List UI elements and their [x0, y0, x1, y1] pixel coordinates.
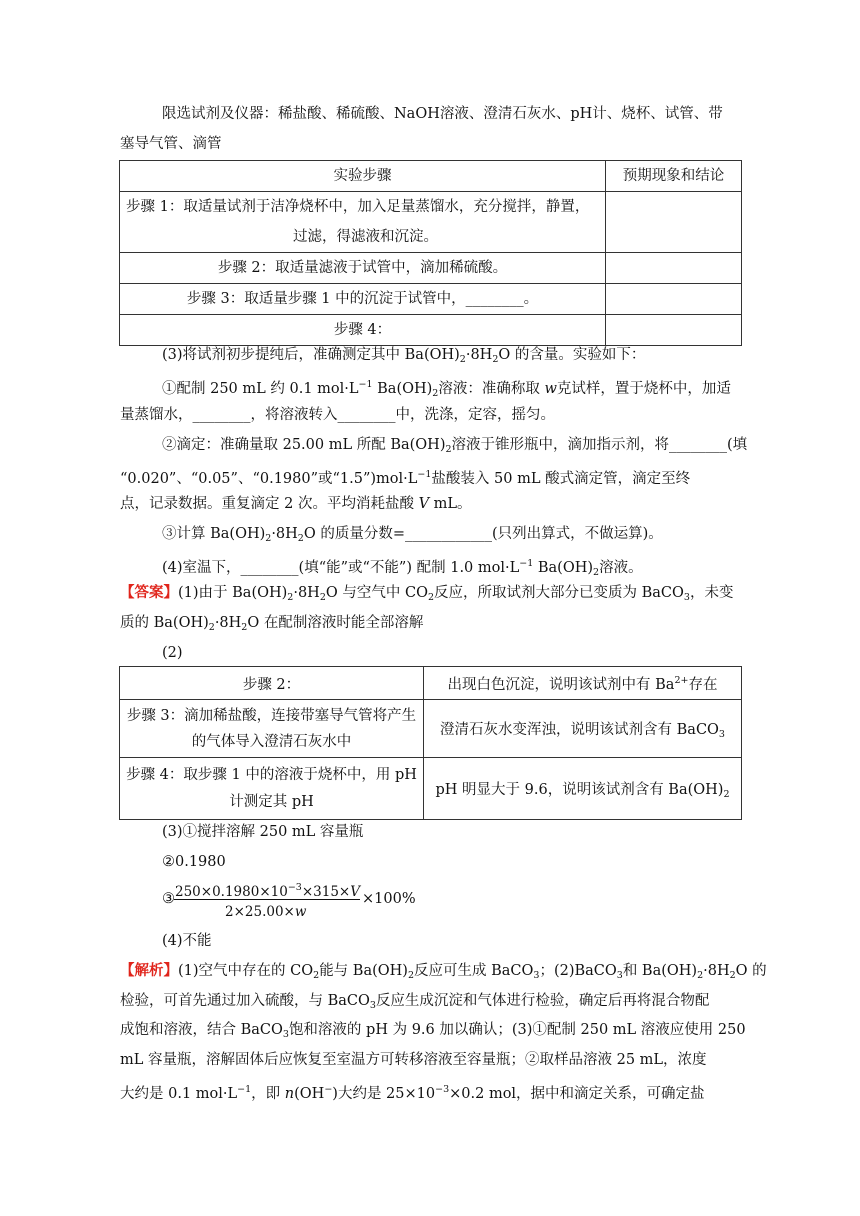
analysis-line-2	[120, 991, 709, 1016]
superscript: −	[324, 1084, 333, 1095]
text: 饱和溶液的 pH 为 9.6 加以确认；(3)①配制 250 mL 溶液应使用 250	[288, 1022, 746, 1038]
answer-line-1	[120, 583, 733, 608]
text: 步骤 3：滴加稀盐酸，连接带塞导气管将产生	[126, 707, 417, 724]
table1-row-4-step: 步骤 4：	[120, 315, 606, 346]
fraction-suffix: ×100%	[362, 891, 416, 907]
text: ×0.2 mol，据中和滴定关系，可确定盐	[449, 1086, 705, 1102]
superscript: −3	[287, 882, 302, 893]
answer-table-r2-step	[120, 700, 424, 758]
reagents-line-1: 限选试剂及仪器：稀盐酸、稀硫酸、NaOH溶液、澄清石灰水、pH计、烧杯、试管、带	[162, 106, 723, 122]
analysis-line-1	[120, 961, 767, 986]
variable-w: w	[544, 381, 557, 397]
superscript: −1	[417, 469, 432, 480]
q3-part2-line3	[120, 494, 472, 514]
text: 检验，可首先通过加入硫酸，与 BaCO	[120, 993, 370, 1009]
text: 反应可生成 BaCO	[414, 963, 534, 979]
subscript: 2	[427, 592, 435, 603]
answer3-prefix: ③	[162, 891, 175, 907]
variable-v: V	[350, 884, 360, 900]
answer-label: 【答案】	[120, 584, 178, 601]
text: )大约是 25×10	[332, 1086, 436, 1102]
text: 大约是 0.1 mol·L	[120, 1086, 238, 1102]
q3-part2-line1	[162, 435, 747, 460]
header-result: 预期现象和结论	[606, 161, 742, 192]
text: Ba(OH)	[533, 560, 594, 576]
subscript: 3	[718, 728, 725, 740]
text: 溶液：准确称取	[438, 381, 545, 397]
q3-part1-line1	[162, 375, 731, 404]
subscript: 3	[369, 1000, 376, 1011]
row1-line2: 过滤，得滤液和沉淀。	[293, 229, 438, 245]
subscript: 2	[297, 533, 304, 544]
text: ×315×	[301, 884, 351, 900]
subscript: 2	[445, 444, 452, 455]
analysis-line-3	[120, 1020, 746, 1045]
text: “0.020”、“0.05”、“0.1980”或“1.5”)mol·L	[120, 471, 418, 487]
text: (OH	[294, 1086, 325, 1102]
text: 点，记录数据。重复滴定 2 次。平均消耗盐酸	[120, 496, 419, 512]
subscript: 3	[533, 970, 540, 981]
variable-w: w	[294, 904, 307, 920]
text: (1)由于 Ba(OH)	[178, 585, 288, 601]
subscript: 2	[208, 622, 215, 633]
text: O 在配制溶液时能全部溶解	[247, 615, 424, 631]
experiment-table	[119, 160, 742, 346]
superscript: −1	[519, 558, 534, 569]
answer-line-2	[120, 613, 423, 638]
text: 和 Ba(OH)	[622, 963, 698, 979]
text: O 的质量分数=____________(只列出算式，不做运算)。	[303, 526, 663, 542]
subscript: 3	[282, 1029, 289, 1040]
text: ；(2)BaCO	[539, 963, 617, 979]
header-step: 实验步骤	[120, 161, 606, 192]
table1-row-3-result[interactable]	[606, 284, 742, 315]
text: O 的	[735, 963, 767, 979]
answer-table	[119, 666, 742, 820]
text: 2×25.00×	[225, 904, 295, 920]
text: 能与 Ba(OH)	[319, 963, 408, 979]
subscript: 3	[616, 970, 623, 981]
subscript: 2	[265, 533, 272, 544]
table1-row-1-result[interactable]	[606, 192, 742, 253]
text: 溶液。	[599, 560, 643, 576]
text: 250×0.1980×10	[175, 884, 288, 900]
text: 成饱和溶液，结合 BaCO	[120, 1022, 283, 1038]
subscript: 2	[407, 970, 414, 981]
text: ·8H	[465, 347, 493, 363]
superscript: 2+	[674, 674, 689, 686]
subscript: 2	[287, 592, 294, 603]
q3-part2-line2	[120, 465, 690, 489]
q3-intro	[162, 345, 645, 370]
text: 步骤 4：取步骤 1 中的溶液于烧杯中，用 pH	[126, 766, 417, 783]
table1-row-2-result[interactable]	[606, 253, 742, 284]
reagents-line-2: 塞导气管、滴管	[120, 136, 222, 152]
text: 反应生成沉淀和气体进行检验，确定后再将混合物配	[375, 993, 710, 1009]
text: ，即	[251, 1086, 285, 1102]
text: ③计算 Ba(OH)	[162, 526, 266, 542]
text: ·8H	[271, 526, 298, 542]
fraction-denominator	[225, 902, 306, 922]
text: ①配制 250 mL 约 0.1 mol·L	[162, 381, 359, 397]
subscript: 2	[241, 622, 248, 633]
answer3-line-1: (3)①搅拌溶解 250 mL 容量瓶	[162, 824, 364, 840]
table1-row-2-step: 步骤 2：取适量滤液于试管中，滴加稀硫酸。	[120, 253, 606, 284]
answer-part-2: (2)	[162, 645, 183, 661]
text: (4)室温下，________(填“能”或“不能”) 配制 1.0 mol·L	[162, 560, 520, 576]
subscript: 2	[319, 592, 326, 603]
text: 质的 Ba(OH)	[120, 615, 209, 631]
text: ，未变	[689, 585, 734, 601]
answer4: (4)不能	[162, 933, 212, 949]
text: pH 明显大于 9.6，说明该试剂含有 Ba(OH)	[435, 781, 724, 798]
subscript: 2	[697, 970, 704, 981]
fraction-bar	[174, 899, 360, 900]
q3-part1-line2: 量蒸馏水，________，将溶液转入________中，洗涤，定容，摇匀。	[120, 407, 555, 423]
variable-v: V	[418, 496, 430, 512]
text: O 的含量。实验如下：	[498, 347, 646, 363]
superscript: −1	[237, 1084, 252, 1095]
text: 澄清石灰水变浑浊，说明该试剂含有 BaCO	[440, 721, 719, 738]
text: 计测定其 pH	[229, 793, 314, 810]
subscript: 2	[593, 567, 600, 578]
superscript: −3	[435, 1084, 450, 1095]
text: 出现白色沉淀，说明该试剂中有 Ba	[447, 676, 675, 693]
analysis-label: 【解析】	[120, 962, 178, 979]
subscript: 2	[313, 970, 320, 981]
answer-table-r1-step: 步骤 2：	[120, 667, 424, 700]
table1-row-4-result[interactable]	[606, 315, 742, 346]
q3-part3	[162, 524, 663, 549]
text: ②滴定：准确量取 25.00 mL 所配 Ba(OH)	[162, 437, 446, 453]
text: mL。	[429, 496, 472, 512]
q4	[162, 554, 643, 583]
subscript: 2	[729, 970, 736, 981]
subscript: 2	[723, 788, 730, 800]
text: 反应，所取试剂大部分已变质为 BaCO	[434, 585, 684, 601]
answer-table-r2-result	[424, 700, 742, 758]
analysis-line-5	[120, 1080, 705, 1104]
text: 存在	[688, 676, 718, 693]
variable-n: n	[284, 1086, 295, 1102]
text: ·8H	[293, 585, 320, 601]
text: Ba(OH)	[372, 381, 433, 397]
text: (3)将试剂初步提纯后，准确测定其中 Ba(OH)	[162, 347, 460, 363]
text: ·8H	[703, 963, 730, 979]
table1-row-3-step: 步骤 3：取适量步骤 1 中的沉淀于试管中，________。	[120, 284, 606, 315]
row1-line1: 步骤 1：取适量试剂于洁净烧杯中，加入足量蒸馏水，充分搅拌，静置，	[126, 199, 590, 215]
text: 克试样，置于烧杯中，加适	[556, 381, 731, 397]
table1-row-1-step	[120, 192, 606, 253]
subscript: 2	[432, 388, 439, 399]
answer3-line-2: ②0.1980	[162, 854, 226, 870]
text: 盐酸装入 50 mL 酸式滴定管，滴定至终	[431, 471, 691, 487]
answer-table-r3-result	[424, 758, 742, 820]
text: ·8H	[214, 615, 242, 631]
subscript: 2	[492, 354, 499, 365]
superscript: −1	[358, 379, 373, 390]
answer-table-r1-result	[424, 667, 742, 700]
subscript: 2	[459, 354, 466, 365]
subscript: 3	[683, 592, 690, 603]
text: (1)空气中存在的 CO	[178, 963, 314, 979]
analysis-line-4: mL 容量瓶，溶解固体后应恢复至室温方可转移溶液至容量瓶；②取样品溶液 25 mL，浓度	[120, 1052, 707, 1068]
text: 溶液于锥形瓶中，滴加指示剂，将________(填	[451, 437, 748, 453]
text: 的气体导入澄清石灰水中	[191, 733, 352, 750]
text: O 与空气中 CO	[325, 585, 428, 601]
answer-table-r3-step	[120, 758, 424, 820]
